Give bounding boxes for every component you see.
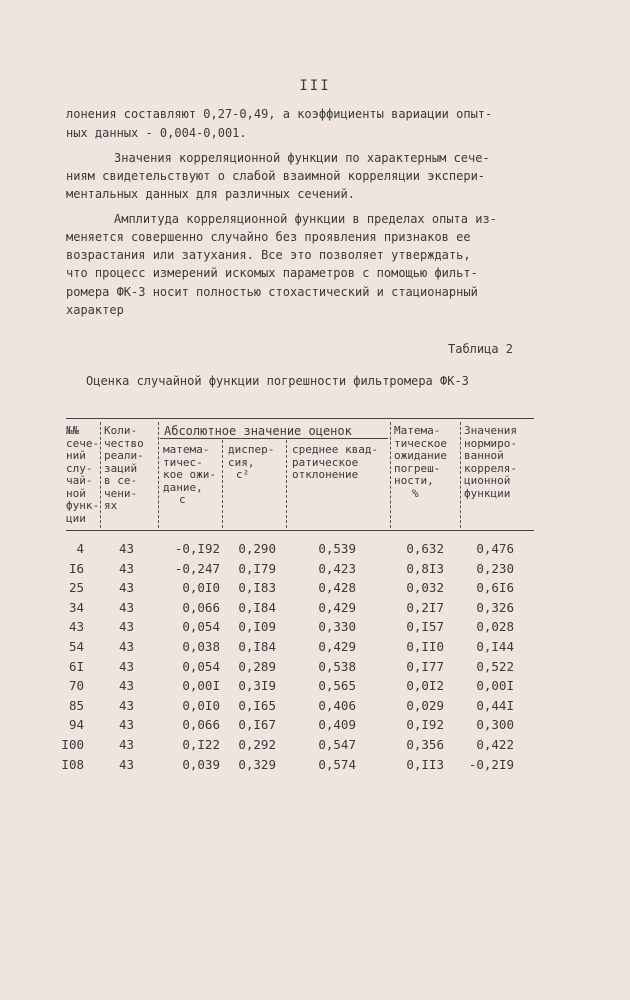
table-cell: 0,423	[318, 560, 356, 576]
table-cell: 0,330	[318, 619, 356, 635]
table-cell: 43	[118, 599, 134, 615]
table-cell: 43	[118, 560, 134, 576]
table-cell: 0,292	[238, 737, 276, 752]
table-cell: 0,547	[318, 737, 356, 752]
col-sep-5	[390, 422, 391, 528]
table-cell: 0,632	[406, 541, 444, 556]
table-cell: 0,428	[318, 580, 356, 596]
table-cell: 0,I65	[238, 697, 276, 713]
table-cell: 0,476	[476, 541, 514, 556]
table-cell: 0,054	[182, 658, 220, 674]
header-group: Абсолютное значение оценок	[164, 424, 352, 438]
table-cell: 43	[118, 756, 134, 772]
table-cell: 0,00I	[182, 678, 220, 694]
table-cell: -0,2I9	[468, 756, 514, 772]
header-col5: среднее квад- ратическое отклонение	[292, 443, 379, 481]
table-cell: 0,00I	[476, 678, 514, 694]
header-col7: Значения нормиро- ванной корреля- ционной функции	[464, 424, 517, 500]
table-cell: 0,422	[476, 737, 514, 752]
p1-line-2: ных данных - 0,004-0,001.	[66, 126, 247, 140]
table-cell: 85	[68, 697, 84, 713]
group-header-rule	[160, 438, 388, 439]
table-cell: 0,I67	[238, 717, 276, 733]
table-cell: 0,329	[238, 756, 276, 772]
header-col6: Матема- тическое ожидание погреш- ности, %	[394, 424, 447, 500]
table-cell: 0,II0	[406, 639, 444, 654]
p3-line-5: ромера ФК-3 носит полностью стохастический и стационарный	[66, 285, 478, 299]
table-cell: 0,I09	[238, 619, 276, 635]
p2-line-1: Значения корреляционной функции по характерным сече-	[114, 151, 490, 165]
table-cell: 43	[118, 697, 134, 713]
table-cell: 43	[118, 580, 134, 596]
p2-line-2: ниям свидетельствуют о слабой взаимной корреляции экспери-	[66, 169, 486, 183]
table-cell: 0,I79	[238, 560, 276, 576]
table-cell: I00	[61, 737, 84, 752]
table-cell: 0,I77	[406, 658, 444, 674]
table-cell: 43	[118, 639, 134, 654]
table-cell: 0,029	[406, 697, 444, 713]
table-cell: 0,406	[318, 697, 356, 713]
table-cell: 0,6I6	[476, 580, 514, 596]
table-cell: -0,I92	[174, 541, 220, 556]
table-cell: 0,3I9	[238, 678, 276, 694]
table-cell: 43	[118, 678, 134, 694]
p3-line-3: возрастания или затухания. Все это позволяет утверждать,	[66, 248, 471, 262]
table-cell: 0,326	[476, 599, 514, 615]
table-cell: 0,I84	[238, 599, 276, 615]
header-col2: Коли- чество реали- заций в се- чени- ях	[104, 424, 144, 512]
table-cell: 0,409	[318, 717, 356, 733]
table-cell: 34	[68, 599, 84, 615]
header-col4: диспер- сия, с²	[228, 443, 275, 481]
table-cell: 0,574	[318, 756, 356, 772]
table-cell: 54	[68, 639, 84, 654]
p2-line-3: ментальных данных для различных сечений.	[66, 187, 355, 201]
table-cell: 6I	[68, 658, 84, 674]
table-cell: 0,230	[476, 560, 514, 576]
table-cell: 0,522	[476, 658, 514, 674]
table-cell: 0,066	[182, 599, 220, 615]
table-cell: 4	[76, 541, 84, 556]
table-cell: 0,2I7	[406, 599, 444, 615]
p3-line-2: меняется совершенно случайно без проявления признаков ее	[66, 230, 471, 244]
page-number: III	[299, 78, 331, 94]
table-cell: 43	[118, 619, 134, 635]
table-cell: 0,054	[182, 619, 220, 635]
col-sep-3	[222, 440, 223, 528]
table-cell: 0,032	[406, 580, 444, 596]
table-cell: 0,I83	[238, 580, 276, 596]
table-cell: 43	[118, 541, 134, 556]
table-cell: 0,429	[318, 639, 356, 654]
table-cell: 0,356	[406, 737, 444, 752]
col-sep-1	[100, 422, 101, 528]
table-cell: 0,290	[238, 541, 276, 556]
table-cell: 0,300	[476, 717, 514, 733]
table-cell: 43	[118, 737, 134, 752]
table-cell: 0,I22	[182, 737, 220, 752]
table-label: Таблица 2	[448, 342, 514, 356]
table-cell: I08	[61, 756, 84, 772]
table-top-rule	[66, 418, 534, 419]
p3-line-1: Амплитуда корреляционной функции в пределах опыта из-	[114, 212, 497, 226]
col-sep-2	[158, 422, 159, 528]
table-cell: 0,I92	[406, 717, 444, 733]
table-cell: 43	[68, 619, 84, 635]
table-cell: 0,I57	[406, 619, 444, 635]
table-cell: 94	[68, 717, 84, 733]
table-cell: 0,565	[318, 678, 356, 694]
table-cell: I6	[68, 560, 84, 576]
table-cell: 0,289	[238, 658, 276, 674]
table-cell: 25	[68, 580, 84, 596]
table-cell: 0,0I0	[182, 697, 220, 713]
table-header-rule	[66, 530, 534, 531]
table-cell: 0,038	[182, 639, 220, 654]
header-col3: матема- тичес- кое ожи- дание, с	[163, 443, 216, 506]
table-cell: 0,066	[182, 717, 220, 733]
table-cell: 0,538	[318, 658, 356, 674]
table-cell: 0,0I0	[182, 580, 220, 596]
table-cell: 43	[118, 658, 134, 674]
col-sep-6	[460, 422, 461, 528]
table-cell: 0,II3	[406, 756, 444, 772]
table-cell: 0,539	[318, 541, 356, 556]
p1-line-1: лонения составляют 0,27-0,49, а коэффициенты вариации опыт-	[66, 107, 493, 121]
table-cell: 0,429	[318, 599, 356, 615]
header-col1: №№ сече- ний слу- чай- ной функ- ции	[66, 424, 100, 525]
table-cell: 43	[118, 717, 134, 733]
p3-line-6: характер	[66, 303, 124, 317]
table-cell: -0,247	[174, 560, 220, 576]
table-cell: 70	[68, 678, 84, 694]
table-cell: 0,I84	[238, 639, 276, 654]
table-cell: 0,028	[476, 619, 514, 635]
table-cell: 0,8I3	[406, 560, 444, 576]
table-cell: 0,44I	[476, 697, 514, 713]
p3-line-4: что процесс измерений искомых параметров с помощью фильт-	[66, 266, 478, 280]
table-cell: 0,0I2	[406, 678, 444, 694]
table-title: Оценка случайной функции погрешности фильтромера ФК-3	[86, 374, 469, 388]
table-cell: 0,I44	[476, 639, 514, 654]
col-sep-4	[286, 440, 287, 528]
table-cell: 0,039	[182, 756, 220, 772]
